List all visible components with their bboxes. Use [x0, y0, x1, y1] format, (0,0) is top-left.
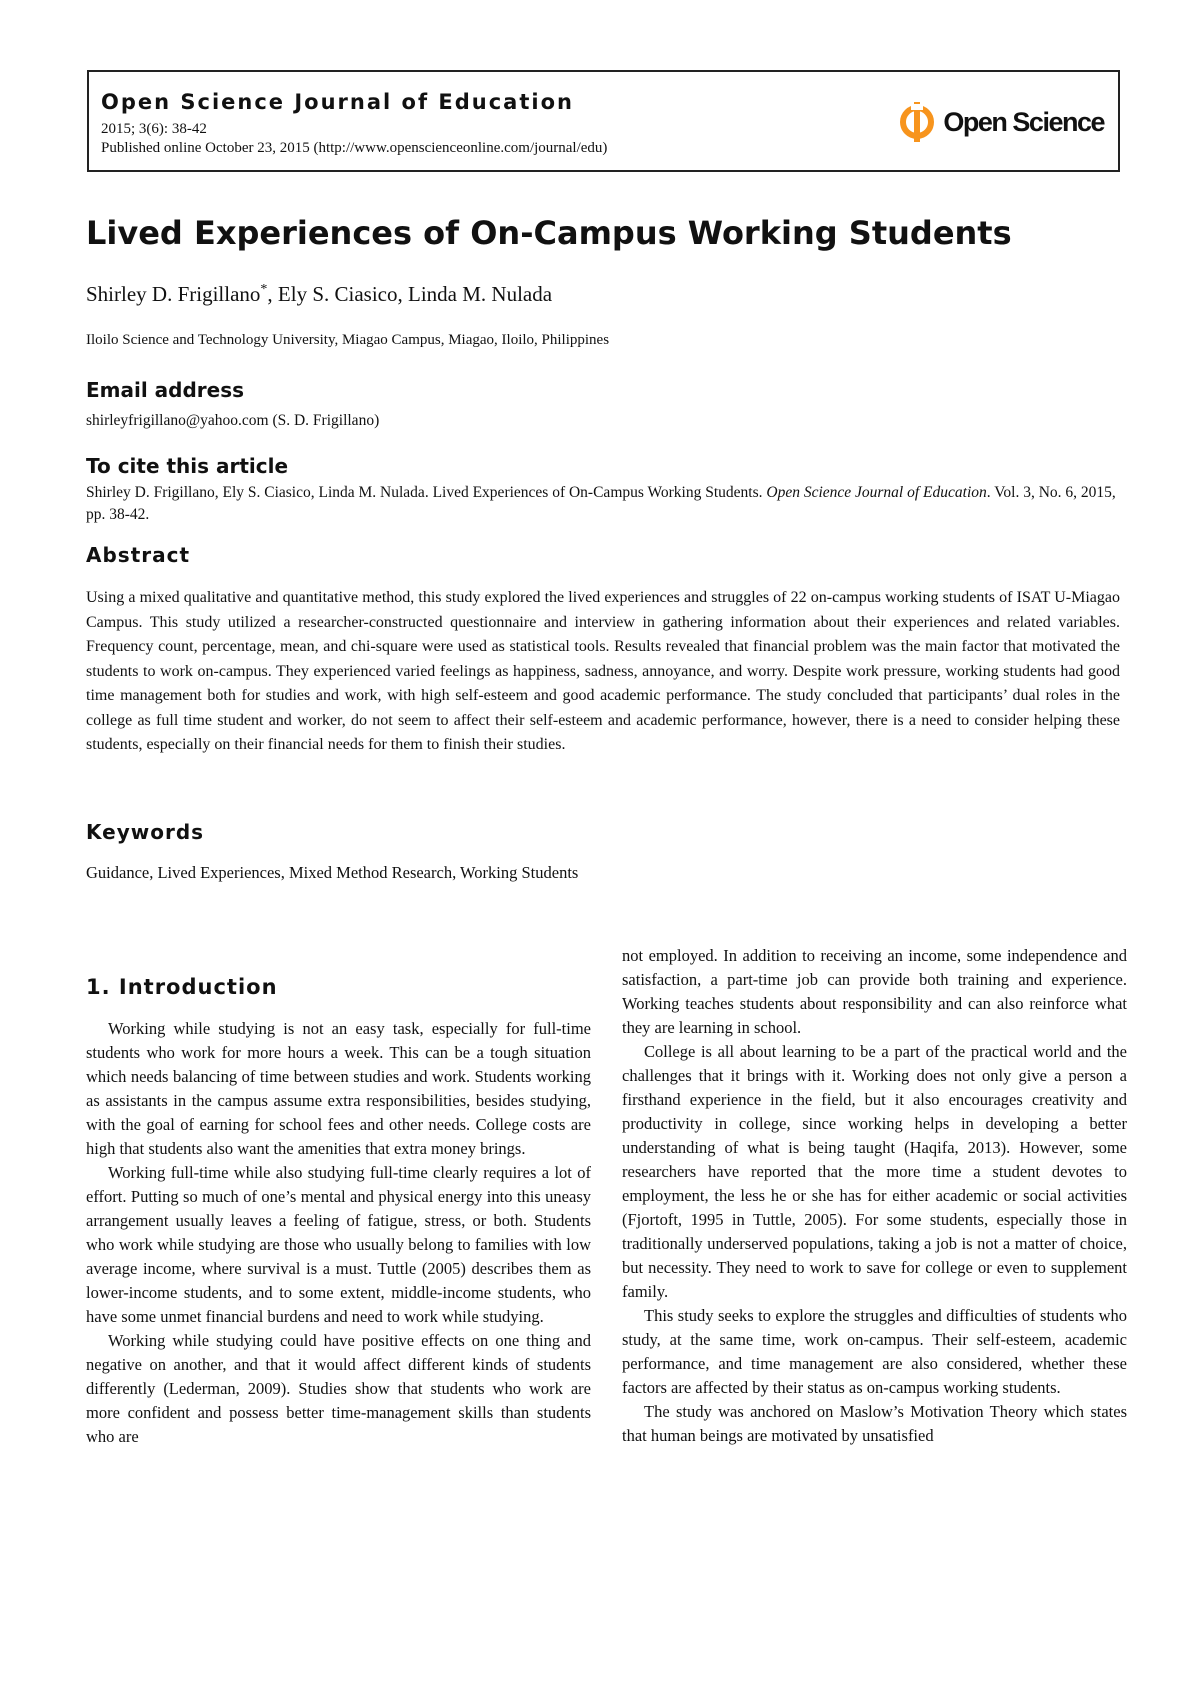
abstract-heading: Abstract	[86, 543, 191, 567]
affiliation: Iloilo Science and Technology University, Miagao Campus, Miagao, Iloilo, Philippines	[86, 332, 610, 348]
email-heading: Email address	[86, 378, 245, 402]
abstract-text: Using a mixed qualitative and quantitative method, this study explored the lived experiences and struggles of 22 on-campus working students of ISAT U-Miagao Campus. This study utilized a researcher-constructed questionnaire and interview in gathering information about their experiences and related variables. Frequency count, percentage, mean, and chi-square were used as statistical tools. Results revealed that financial problem was the main factor that motivated the students to work on-campus. They experienced varied feelings as happiness, sadness, annoyance, and worry. Despite work pressure, working students had good time management both for studies and work, with high self-esteem and good academic performance. The study concluded that participants’ dual roles in the college as full time student and worker, do not seem to affect their self-esteem and academic performance, however, there is a need to consider helping these students, especially on their financial needs for them to finish their studies.	[86, 589, 1120, 753]
email-address: shirleyfrigillano@yahoo.com (S. D. Frigillano)	[86, 412, 380, 429]
paragraph: Working while studying is not an easy task, especially for full-time students who work for more hours a week. This can be a tough situation which needs balancing of time between studies and work. Students working as assistants in the campus assume extra responsibilities, besides studying, with the goal of earning for school fees and other needs. College costs are high that students also want the amenities that extra money brings.	[86, 1019, 591, 1158]
paragraph: The study was anchored on Maslow’s Motivation Theory which states that human beings are motivated by unsatisfied	[622, 1402, 1127, 1445]
paragraph: College is all about learning to be a part of the practical world and the challenges that it brings with it. Working does not only give a person a firsthand experience in the field, but it also encourages creativity and productivity in college, since working helps in developing a better understanding of what is being taught (Haqifa, 2013). However, some researchers have reported that the more time a student devotes to employment, the less he or she has for either academic or social activities (Fjortoft, 1995 in Tuttle, 2005). For some students, especially those in traditionally underserved populations, taking a job is not a matter of choice, but necessity. They need to work to save for college or even to supplement family.	[622, 1042, 1127, 1301]
open-science-logo	[897, 100, 1104, 144]
paragraph-continued: not employed. In addition to receiving an income, some independence and satisfaction, a part-time job can provide both training and experience. Working teaches students about responsibility and can also reinforce what they are learning in school.	[622, 946, 1127, 1037]
paragraph: This study seeks to explore the struggles and difficulties of students who study, at the same time, work on-campus. Their self-esteem, academic performance, and time management are also considered, whether these factors are affected by their status as on-campus working students.	[622, 1306, 1127, 1397]
keywords-heading: Keywords	[86, 820, 205, 844]
author-others: , Ely S. Ciasico, Linda M. Nulada	[267, 282, 553, 306]
journal-header	[87, 70, 1120, 172]
paragraph: Working full-time while also studying full-time clearly requires a lot of effort. Putting so much of one’s mental and physical energy into this uneasy arrangement usually leaves a feeling of fatigue, stress, or both. Students who work while studying are those who usually belong to families with low average income, where survival is a must. Tuttle (2005) describes them as lower-income students, and to some extent, middle-income students, who have some unmet financial burdens and need to work while studying.	[86, 1163, 591, 1326]
cite-heading: To cite this article	[86, 454, 289, 478]
citation-line: 2015; 3(6): 38-42	[101, 121, 207, 137]
paragraph: Working while studying could have positive effects on one thing and negative on another, and that it would affect different kinds of students differently (Lederman, 2009). Studies show that students who work are more confident and possess better time-management skills than students who are	[86, 1331, 591, 1446]
cite-journal: Open Science Journal of Education	[766, 484, 987, 501]
logo-text: Open Science	[943, 106, 1104, 137]
published-line: Published online October 23, 2015 (http://www.openscienceonline.com/journal/edu)	[101, 140, 608, 156]
author-primary: Shirley D. Frigillano	[86, 282, 261, 306]
cite-plain: Shirley D. Frigillano, Ely S. Ciasico, Linda M. Nulada. Lived Experiences of On-Campus Working Students.	[86, 484, 763, 501]
journal-name: Open Science Journal of Education	[101, 90, 574, 114]
open-science-logo-icon	[897, 100, 937, 144]
column-right	[622, 944, 1127, 1448]
authors	[86, 282, 552, 307]
keywords-text: Guidance, Lived Experiences, Mixed Method Research, Working Students	[86, 863, 579, 882]
cite-end: . Vol. 3, No. 6, 2015, pp. 38-42.	[86, 484, 1116, 523]
introduction-heading: 1. Introduction	[86, 975, 278, 999]
corresponding-mark: *	[260, 282, 268, 297]
column-left	[86, 1017, 591, 1449]
cite-text	[86, 482, 1120, 526]
journal-meta	[101, 120, 607, 158]
article-title: Lived Experiences of On-Campus Working Students	[86, 214, 1012, 252]
